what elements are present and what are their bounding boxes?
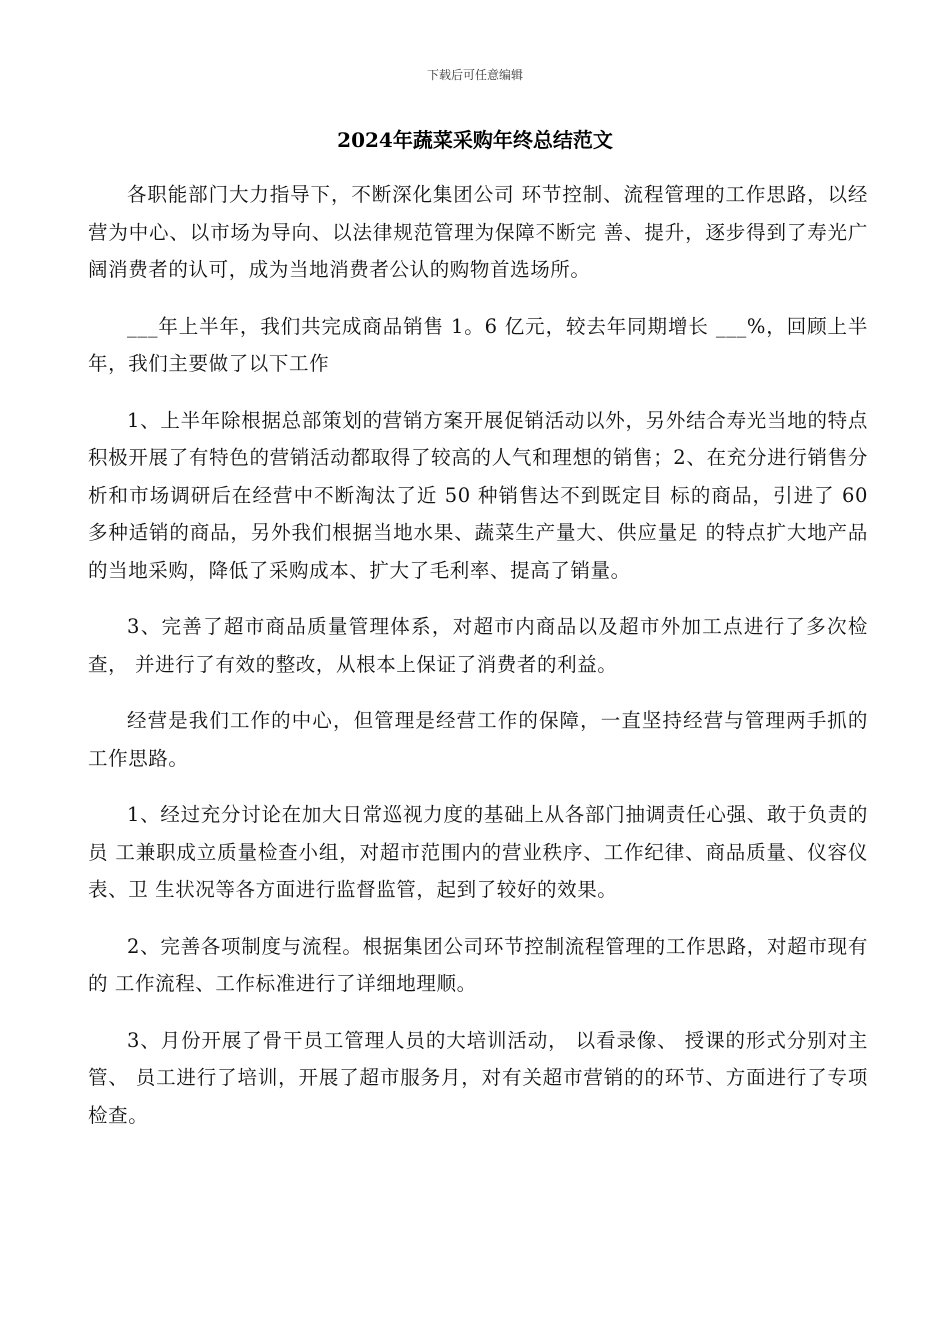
paragraph-management: 经营是我们工作的中心，但管理是经营工作的保障，一直坚持经营与管理两手抓的 工作思路。 <box>88 709 868 770</box>
paragraph-training: 3、月份开展了骨干员工管理人员的大培训活动， 以看录像、 授课的形式分别对主管、 员工进行了培训，开展了超市服务月，对有关超市营销的的环节、方面进行了专项检查。 <box>88 1028 868 1127</box>
document-title: 2024年蔬菜采购年终总结范文 <box>337 128 613 152</box>
paragraph-intro: 各职能部门大力指导下，不断深化集团公司 环节控制、流程管理的工作思路，以经营为中心、以市场为导向、以法律规范管理为保障不断完 善、提升，逐步得到了寿光广阔消费者的认可，成为当地消费者公认的购物首选场所。 <box>88 183 868 281</box>
paragraph-quality-system: 3、完善了超市商品质量管理体系，对超市内商品以及超市外加工点进行了多次检查， 并进行了有效的整改，从根本上保证了消费者的利益。 <box>88 615 868 676</box>
paragraph-marketing: 1、上半年除根据总部策划的营销方案开展促销活动以外，另外结合寿光当地的特点积极开展了有特色的营销活动都取得了较高的人气和理想的销售；2、在充分进行销售分析和市场调研后在经营中不断淘汰了近 50 种销售达不到既定目 标的商品，引进了 60 多种适销的商品，另外我们根据当地水果、蔬菜生产量大、供应量足 的特点扩大地产品的当地采购，降低了采购成本、扩大了毛利率、提高了销量。 <box>88 408 868 582</box>
paragraph-procedures: 2、完善各项制度与流程。根据集团公司环节控制流程管理的工作思路，对超市现有的 工作流程、工作标准进行了详细地理顺。 <box>88 934 868 995</box>
paragraph-inspection-team: 1、经过充分讨论在加大日常巡视力度的基础上从各部门抽调责任心强、敢于负责的员 工兼职成立质量检查小组，对超市范围内的营业秩序、工作纪律、商品质量、仪容仪表、卫 生状况等各方面进行监督监管，起到了较好的效果。 <box>88 803 868 901</box>
header-note: 下载后可任意编辑 <box>426 68 523 82</box>
paragraph-sales-summary: ___年上半年，我们共完成商品销售 1。6 亿元，较去年同期增长 ___%，回顾上半年，我们主要做了以下工作 <box>88 314 868 375</box>
document-body <box>88 176 868 1153</box>
